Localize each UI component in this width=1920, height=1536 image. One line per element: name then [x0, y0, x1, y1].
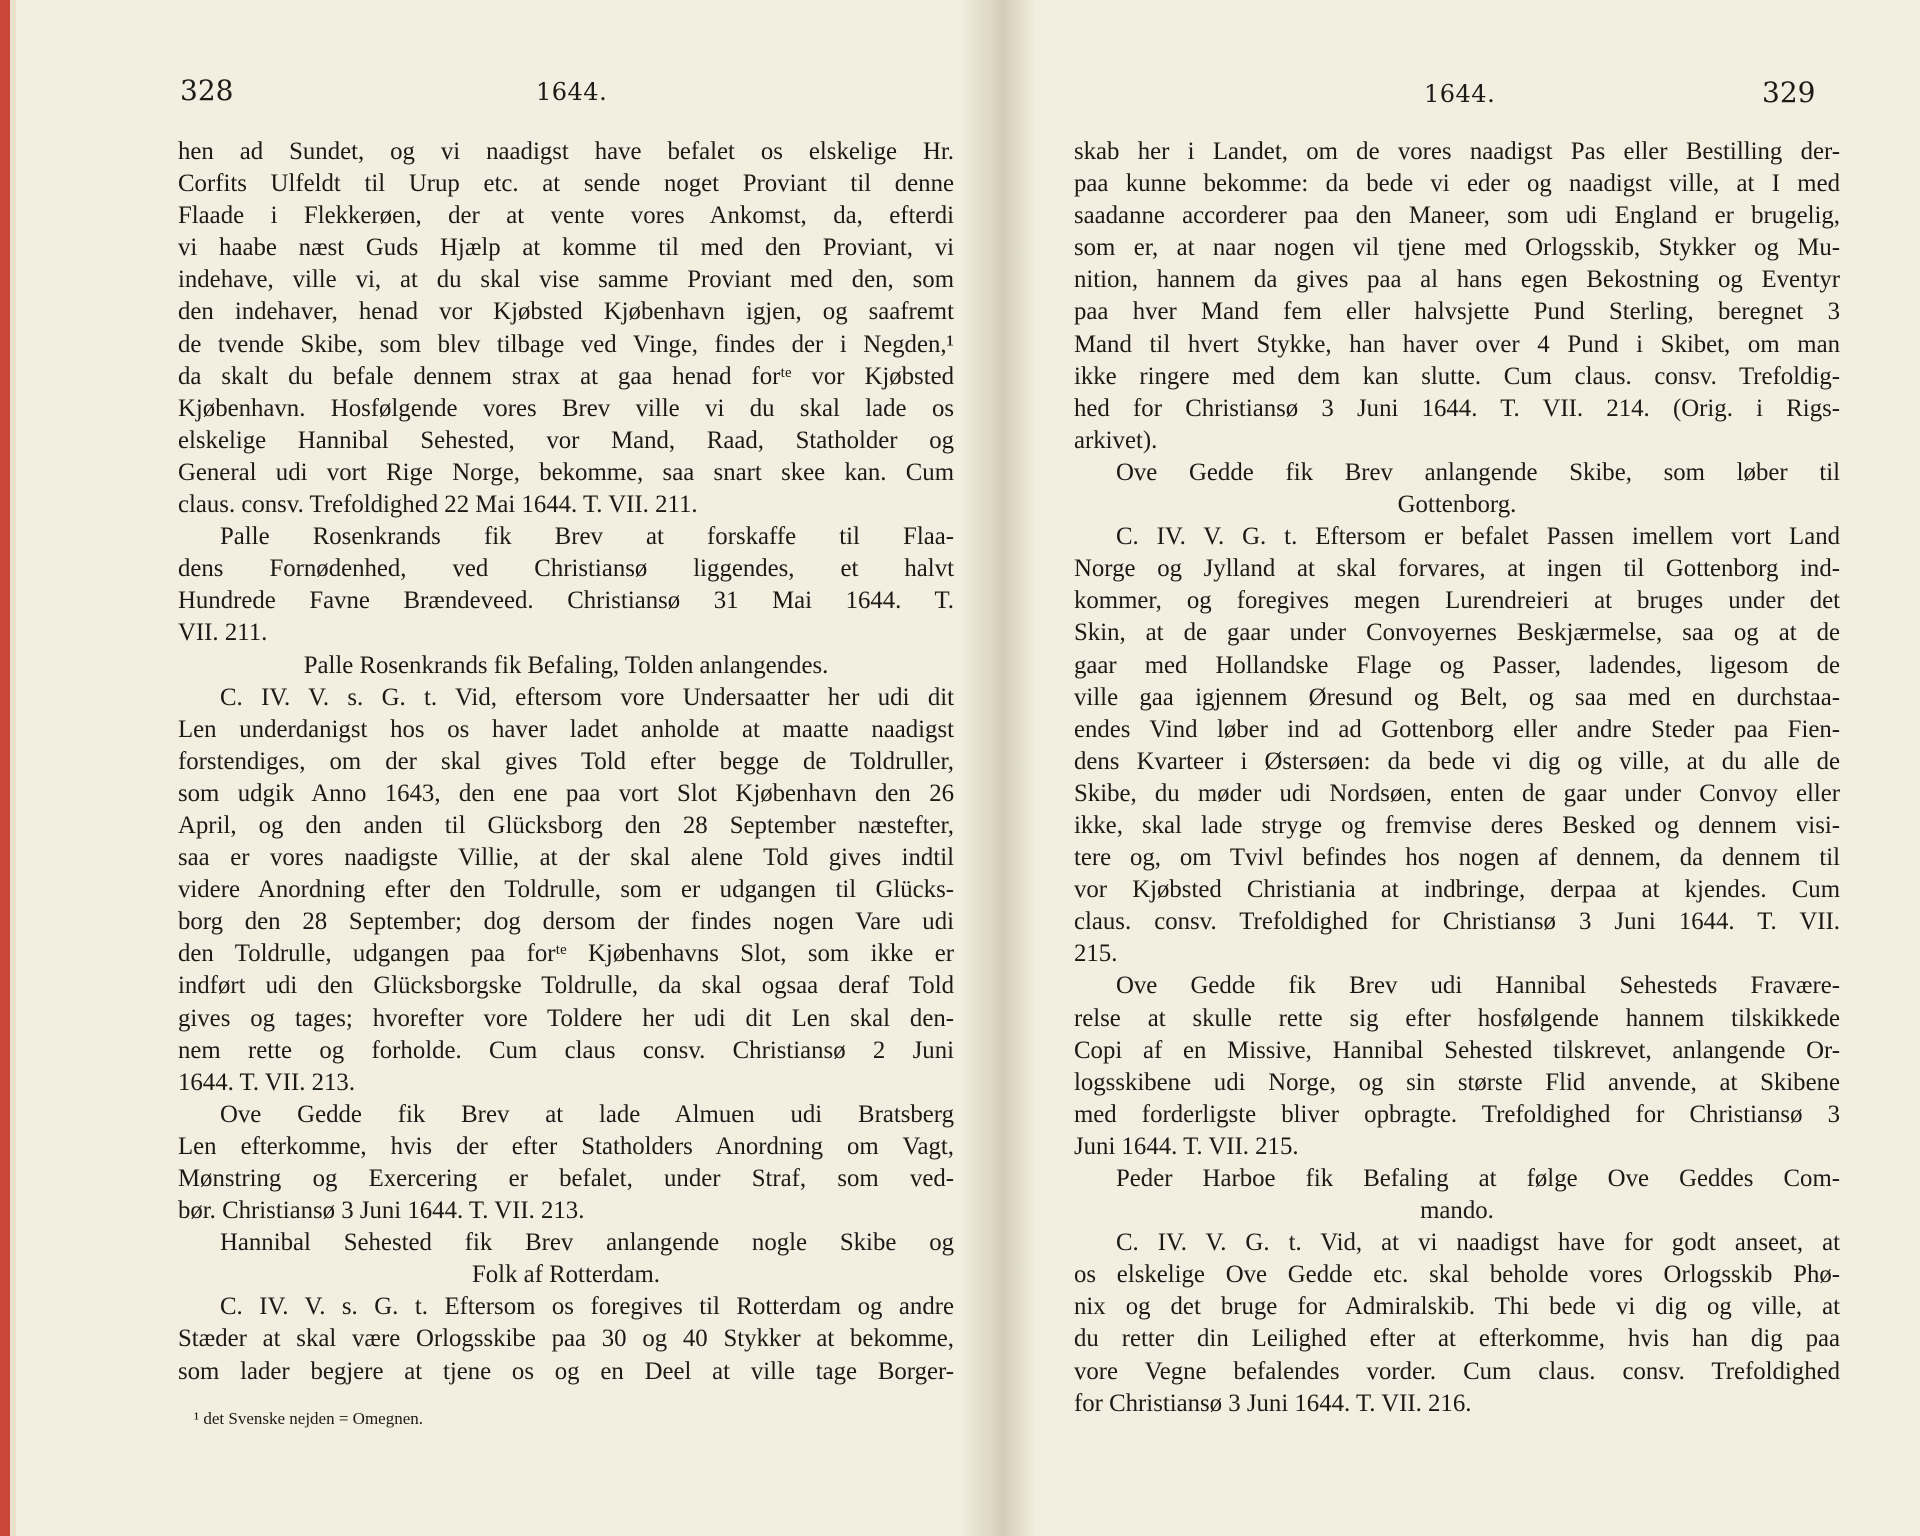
text-line: claus. consv. Trefoldighed for Christiansø 3 Juni 1644. T. VII.: [1074, 908, 1840, 936]
text-line: saa er vores naadigste Villie, at der skal alene Told gives indtil: [178, 844, 954, 872]
text-line: indehave, ville vi, at du skal vise samme Proviant med den, som: [178, 266, 954, 294]
text-line: nix og det bruge for Admiralskib. Thi bede vi dig og ville, at: [1074, 1293, 1840, 1321]
text-line: Mønstring og Exercering er befalet, under Straf, som ved-: [178, 1165, 954, 1192]
text-line: forstendiges, om der skal gives Told efter begge de Toldruller,: [178, 747, 954, 775]
right-page-body: [1074, 136, 1840, 1420]
text-line: den indehaver, henad vor Kjøbsted Kjøbenhavn igjen, og saafremt: [178, 298, 954, 326]
text-line: de tvende Skibe, som blev tilbage ved Vinge, findes der i Negden,¹: [178, 330, 954, 358]
right-page: [1010, 0, 1910, 1536]
text-line: General udi vort Rige Norge, bekomme, saa snart skee kan. Cum: [178, 458, 954, 486]
text-line: ville gaa igjennem Øresund og Belt, og saa med en durchstaa-: [1074, 683, 1840, 711]
entry-heading-line: Folk af Rotterdam.: [471, 1261, 660, 1289]
text-line: vor Kjøbsted Christiania at indbringe, derpaa at kjendes. Cum: [1074, 876, 1840, 904]
text-line: Norge og Jylland at skal forvares, at ingen til Gottenborg ind-: [1074, 555, 1840, 583]
text-line: paa kunne bekomme: da bede vi eder og naadigst ville, at I med: [1074, 170, 1840, 198]
text-line: ikke ringere med dem kan slutte. Cum claus. consv. Trefoldig-: [1074, 362, 1840, 390]
text-line: for Christiansø 3 Juni 1644. T. VII. 216.: [1074, 1389, 1472, 1417]
entry-heading-line: Hannibal Sehested fik Brev anlangende nogle Skibe og: [220, 1229, 954, 1257]
text-line: VII. 211.: [178, 619, 268, 647]
text-line: du retter din Leilighed efter at efterkomme, hvis han dig paa: [1074, 1325, 1840, 1353]
left-page-year: 1644.: [536, 78, 608, 106]
entry-heading-line: Gottenborg.: [1397, 491, 1517, 519]
text-line: gives og tages; hvorefter vore Toldere her udi dit Len skal den-: [178, 1004, 954, 1032]
entry-heading-line: Peder Harboe fik Befaling at følge Ove Geddes Com-: [1116, 1165, 1840, 1192]
text-line: ikke, skal lade stryge og fremvise deres Besked og dennem visi-: [1074, 811, 1840, 839]
text-line: Corfits Ulfeldt til Urup etc. at sende noget Proviant til denne: [178, 170, 954, 198]
entry-heading-line: Ove Gedde fik Brev at lade Almuen udi Bratsberg: [220, 1100, 954, 1128]
text-line: vi haabe næst Guds Hjælp at komme til med den Proviant, vi: [178, 234, 954, 262]
footnote: ¹ det Svenske nejden = Omegnen.: [194, 1409, 424, 1428]
text-line: nem rette og forholde. Cum claus consv. Christiansø 2 Juni: [178, 1036, 954, 1064]
text-line: hen ad Sundet, og vi naadigst have befalet os elskelige Hr.: [178, 138, 954, 165]
text-line: C. IV. V. G. t. Vid, at vi naadigst have for godt anseet, at: [1116, 1229, 1840, 1257]
right-page-number: 329: [1762, 76, 1816, 109]
text-line: Len efterkomme, hvis der efter Statholders Anordning om Vagt,: [178, 1132, 954, 1160]
text-line: Stæder at skal være Orlogsskibe paa 30 og 40 Stykker at bekomme,: [178, 1325, 954, 1353]
text-line: arkivet).: [1074, 426, 1158, 454]
text-line: nition, hannem da gives paa al hans egen Bekostning og Eventyr: [1074, 266, 1840, 294]
text-line: 1644. T. VII. 213.: [178, 1068, 356, 1096]
text-line: Skibe, du møder udi Nordsøen, enten de gaar under Convoy eller: [1074, 779, 1840, 807]
left-page-number: 328: [180, 74, 234, 107]
book-edge: [0, 0, 10, 1536]
text-line: som lader begjere at tjene os og en Deel at ville tage Borger-: [178, 1357, 954, 1385]
entry-heading-line: Ove Gedde fik Brev anlangende Skibe, som løber til: [1116, 458, 1840, 486]
text-line: saadanne accorderer paa den Maneer, som udi England er brugelig,: [1074, 202, 1840, 230]
text-line: April, og den anden til Glücksborg den 28 September næstefter,: [178, 811, 954, 839]
text-line: elskelige Hannibal Sehested, vor Mand, Raad, Statholder og: [178, 426, 954, 454]
text-line: som udgik Anno 1643, den ene paa vort Slot Kjøbenhavn den 26: [178, 779, 954, 807]
text-line: claus. consv. Trefoldighed 22 Mai 1644. T. VII. 211.: [178, 491, 698, 519]
text-line: Mand til hvert Stykke, han haver over 4 Pund i Skibet, om man: [1074, 330, 1840, 358]
left-page-body: [178, 136, 954, 1388]
text-line: relse at skulle rette sig efter hosfølgende hannem tilskikkede: [1074, 1004, 1840, 1032]
text-line: dens Fornødenhed, ved Christiansø liggendes, et halvt: [178, 555, 954, 583]
text-line: logsskibene udi Norge, og sin største Flid anvende, at Skibene: [1074, 1068, 1840, 1096]
text-line: Len underdanigst hos os haver ladet anholde at maatte naadigst: [178, 715, 954, 743]
entry-heading-line: Ove Gedde fik Brev udi Hannibal Sehesteds Fravære-: [1116, 972, 1840, 1000]
text-line: den Toldrulle, udgangen paa forᵗᵉ Kjøbenhavns Slot, som ikke er: [178, 940, 954, 968]
text-line: C. IV. V. s. G. t. Vid, eftersom vore Undersaatter her udi dit: [220, 683, 954, 711]
text-line: som er, at naar nogen vil tjene med Orlogsskib, Stykker og Mu-: [1074, 234, 1840, 262]
text-line: dens Kvarteer i Østersøen: da bede vi dig og ville, at du alle de: [1074, 747, 1840, 775]
text-line: endes Vind løber ind ad Gottenborg eller andre Steder paa Fien-: [1074, 715, 1840, 743]
text-line: C. IV. V. G. t. Eftersom er befalet Passen imellem vort Land: [1116, 523, 1840, 551]
text-line: gaar med Hollandske Flage og Passer, ladendes, ligesom de: [1074, 651, 1840, 679]
text-line: kommer, og foregives megen Lurendreieri at bruges under det: [1074, 587, 1840, 615]
right-page-year: 1644.: [1424, 80, 1496, 108]
text-line: bør. Christiansø 3 Juni 1644. T. VII. 213.: [178, 1197, 585, 1225]
text-line: da skalt du befale dennem strax at gaa henad forᵗᵉ vor Kjøbsted: [178, 362, 954, 390]
text-line: Skin, at de gaar under Convoyernes Beskjærmelse, saa og at de: [1074, 619, 1840, 647]
entry-heading-line: Palle Rosenkrands fik Befaling, Tolden anlangendes.: [303, 651, 829, 679]
text-line: tere og, om Tvivl befindes hos nogen af dennem, da dennem til: [1074, 844, 1840, 872]
entry-heading-line: Palle Rosenkrands fik Brev at forskaffe til Flaa-: [220, 523, 954, 551]
text-line: Flaade i Flekkerøen, der at vente vores Ankomst, da, efterdi: [178, 202, 954, 230]
text-line: 215.: [1074, 940, 1118, 968]
text-line: vore Vegne befalendes vorder. Cum claus. consv. Trefoldighed: [1074, 1357, 1840, 1385]
text-line: Juni 1644. T. VII. 215.: [1074, 1132, 1299, 1160]
text-line: borg den 28 September; dog dersom der findes nogen Vare udi: [178, 908, 954, 936]
text-line: Kjøbenhavn. Hosfølgende vores Brev ville vi du skal lade os: [178, 394, 954, 422]
text-line: med forderligste bliver opbragte. Trefoldighed for Christiansø 3: [1074, 1100, 1840, 1128]
text-line: C. IV. V. s. G. t. Eftersom os foregives til Rotterdam og andre: [220, 1293, 954, 1321]
text-line: videre Anordning efter den Toldrulle, som er udgangen til Glücks-: [178, 876, 954, 904]
text-line: indført udi den Glücksborgske Toldrulle, da skal ogsaa deraf Told: [178, 972, 954, 1000]
text-line: hed for Christiansø 3 Juni 1644. T. VII. 214. (Orig. i Rigs-: [1074, 394, 1840, 422]
text-line: Copi af en Missive, Hannibal Sehested tilskrevet, anlangende Or-: [1074, 1036, 1840, 1064]
entry-heading-line: mando.: [1420, 1197, 1494, 1225]
text-line: Hundrede Favne Brændeveed. Christiansø 31 Mai 1644. T.: [178, 587, 954, 615]
text-line: paa hver Mand fem eller halvsjette Pund Sterling, beregnet 3: [1074, 298, 1840, 326]
text-line: skab her i Landet, om de vores naadigst Pas eller Bestilling der-: [1074, 138, 1840, 165]
left-page: [16, 0, 986, 1536]
text-line: os elskelige Ove Gedde etc. skal beholde vores Orlogsskib Phø-: [1074, 1261, 1840, 1289]
